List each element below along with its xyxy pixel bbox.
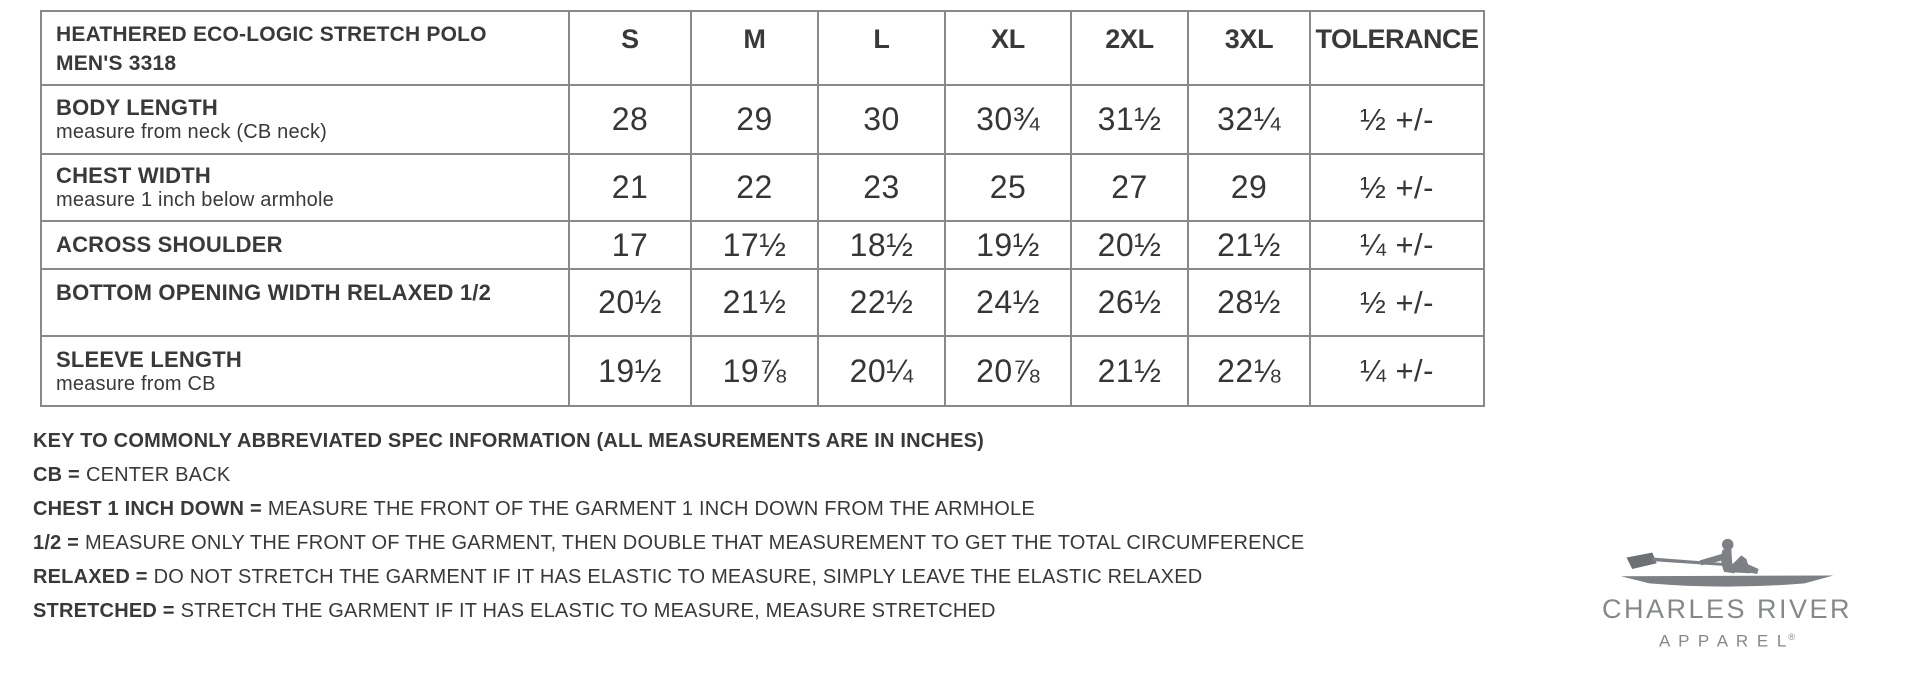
rower-in-scull-icon xyxy=(1612,536,1842,592)
table-row-chest-width xyxy=(41,154,1484,221)
cell-value: 24½ xyxy=(945,269,1071,336)
registered-mark: ® xyxy=(1788,632,1795,642)
cell-value: 28 xyxy=(569,85,691,154)
row-label-cell xyxy=(41,269,569,336)
row-label: CHEST WIDTH xyxy=(56,163,211,188)
key-term: CHEST 1 INCH DOWN = xyxy=(33,498,262,520)
key-term: RELAXED = xyxy=(33,566,148,588)
row-label-cell xyxy=(41,336,569,406)
key-definition: MEASURE ONLY THE FRONT OF THE GARMENT, THEN DOUBLE THAT MEASUREMENT TO GET THE TOTAL CIRCUMFERENCE xyxy=(85,532,1305,554)
cell-value: 21½ xyxy=(1188,221,1310,269)
row-label-cell xyxy=(41,85,569,154)
key-entry-relaxed xyxy=(33,560,1533,594)
cell-value: 30¾ xyxy=(945,85,1071,154)
logo-wordmark: CHARLES RIVER xyxy=(1601,594,1853,624)
cell-value: 30 xyxy=(818,85,945,154)
table-header-row xyxy=(41,11,1484,85)
spec-key xyxy=(33,424,1533,628)
cell-value: 21 xyxy=(569,154,691,221)
cell-value: 19⅞ xyxy=(691,336,818,406)
key-entry-stretched xyxy=(33,594,1533,628)
column-header-2xl: 2XL xyxy=(1071,11,1188,85)
product-title-cell xyxy=(41,11,569,85)
row-label: SLEEVE LENGTH xyxy=(56,346,242,372)
cell-value: 26½ xyxy=(1071,269,1188,336)
cell-value: 20½ xyxy=(1071,221,1188,269)
row-label-cell xyxy=(41,154,569,221)
row-label-cell xyxy=(41,221,569,269)
cell-value: 22⅛ xyxy=(1188,336,1310,406)
logo-subwordmark xyxy=(1562,627,1892,652)
key-definition: CENTER BACK xyxy=(85,464,231,486)
charles-river-apparel-logo xyxy=(1562,536,1892,652)
key-term: 1/2 = xyxy=(33,532,80,554)
cell-tolerance: ¼ +/- xyxy=(1310,336,1484,406)
key-entry-chest xyxy=(33,492,1533,526)
table-row-bottom-opening xyxy=(41,269,1484,336)
key-term: CB = xyxy=(33,464,80,486)
cell-value: 20¼ xyxy=(818,336,945,406)
cell-value: 19½ xyxy=(569,336,691,406)
key-definition: STRETCH THE GARMENT IF IT HAS ELASTIC TO MEASURE, MEASURE STRETCHED xyxy=(180,600,996,622)
cell-tolerance: ½ +/- xyxy=(1310,85,1484,154)
cell-value: 20⅞ xyxy=(945,336,1071,406)
key-term: STRETCHED = xyxy=(33,600,175,622)
cell-value: 31½ xyxy=(1071,85,1188,154)
row-label: BOTTOM OPENING WIDTH RELAXED 1/2 xyxy=(56,280,492,305)
key-entry-cb xyxy=(33,458,1533,492)
cell-value: 32¼ xyxy=(1188,85,1310,154)
column-header-3xl: 3XL xyxy=(1188,11,1310,85)
key-definition: DO NOT STRETCH THE GARMENT IF IT HAS ELASTIC TO MEASURE, SIMPLY LEAVE THE ELASTIC RELAXED xyxy=(153,566,1203,588)
cell-tolerance: ½ +/- xyxy=(1310,269,1484,336)
cell-value: 29 xyxy=(1188,154,1310,221)
cell-value: 20½ xyxy=(569,269,691,336)
cell-value: 21½ xyxy=(691,269,818,336)
table-row-sleeve-length xyxy=(41,336,1484,406)
table-row-body-length xyxy=(41,85,1484,154)
row-sublabel: measure from neck (CB neck) xyxy=(56,121,328,143)
size-chart-table xyxy=(40,10,1485,407)
key-entry-half xyxy=(33,526,1533,560)
column-header-m: M xyxy=(691,11,818,85)
cell-value: 23 xyxy=(818,154,945,221)
row-sublabel: measure from CB xyxy=(56,372,216,395)
cell-value: 22 xyxy=(691,154,818,221)
key-heading: KEY TO COMMONLY ABBREVIATED SPEC INFORMATION (ALL MEASUREMENTS ARE IN INCHES) xyxy=(33,430,985,452)
table-row-across-shoulder xyxy=(41,221,1484,269)
cell-value: 18½ xyxy=(818,221,945,269)
cell-value: 17½ xyxy=(691,221,818,269)
cell-tolerance: ½ +/- xyxy=(1310,154,1484,221)
column-header-tolerance: TOLERANCE xyxy=(1310,11,1484,85)
cell-value: 27 xyxy=(1071,154,1188,221)
cell-value: 17 xyxy=(569,221,691,269)
row-sublabel: measure 1 inch below armhole xyxy=(56,189,334,211)
product-title: HEATHERED ECO-LOGIC STRETCH POLO MEN'S 3318 xyxy=(56,23,487,75)
logo-subwordmark-text: A P P A R E L xyxy=(1659,631,1789,651)
column-header-xl: XL xyxy=(945,11,1071,85)
cell-value: 28½ xyxy=(1188,269,1310,336)
row-label: ACROSS SHOULDER xyxy=(56,232,283,257)
key-definition: MEASURE THE FRONT OF THE GARMENT 1 INCH DOWN FROM THE ARMHOLE xyxy=(267,498,1035,520)
column-header-s: S xyxy=(569,11,691,85)
cell-tolerance: ¼ +/- xyxy=(1310,221,1484,269)
cell-value: 25 xyxy=(945,154,1071,221)
cell-value: 22½ xyxy=(818,269,945,336)
row-label: BODY LENGTH xyxy=(56,95,218,120)
column-header-l: L xyxy=(818,11,945,85)
cell-value: 29 xyxy=(691,85,818,154)
cell-value: 19½ xyxy=(945,221,1071,269)
cell-value: 21½ xyxy=(1071,336,1188,406)
